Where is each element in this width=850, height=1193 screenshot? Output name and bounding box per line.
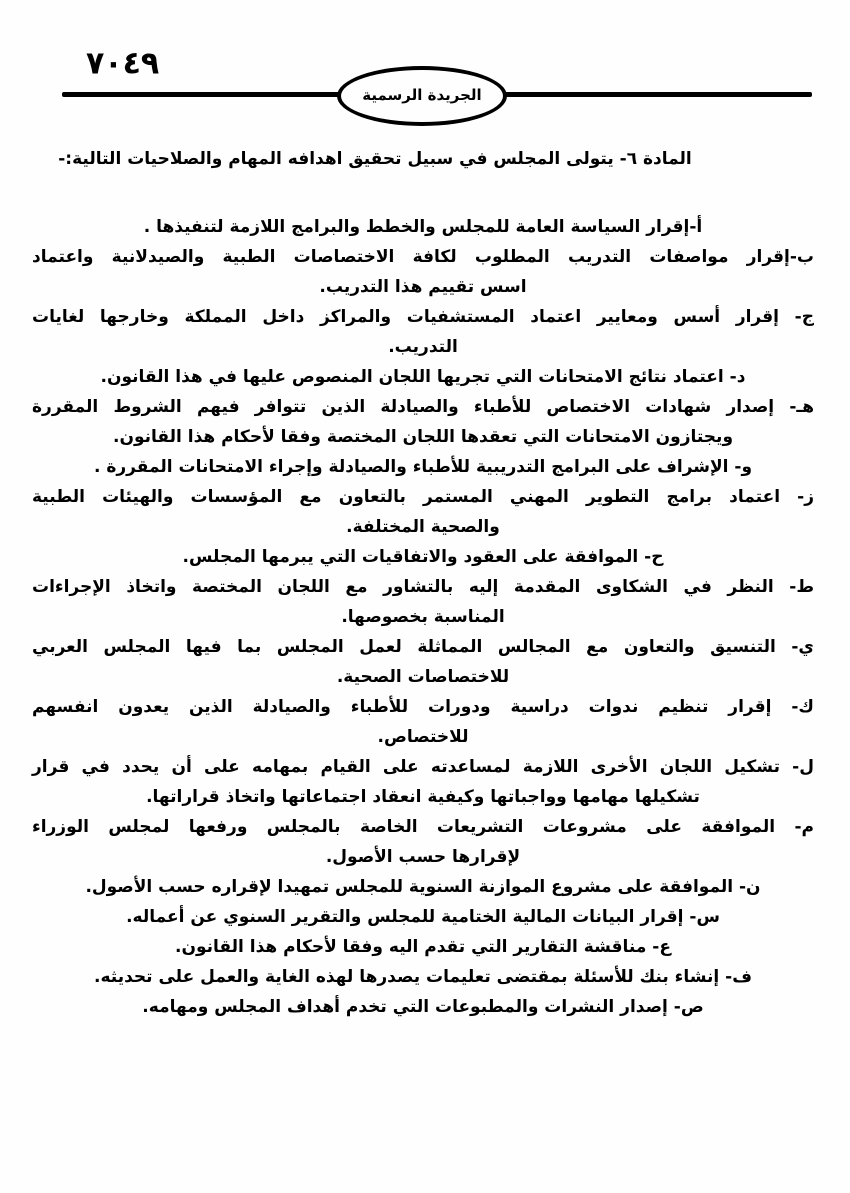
article-item-line: التدريب. [388,337,458,357]
article-item-line: ن- الموافقة على مشروع الموازنة السنوية للمجلس تمهيدا لإقراره حسب الأصول. [85,877,761,897]
page-number: ٧٠٤٩ [86,45,160,82]
article-item-line: ح- الموافقة على العقود والاتفاقيات التي يبرمها المجلس. [182,547,664,567]
article-item-zay [32,482,814,542]
article-item-line: ل- تشكيل اللجان الأخرى اللازمة لمساعدته على القيام بمهامه على أن يحدد في قرار [32,757,814,777]
article-item-lam [32,752,814,812]
article-item-line: و- الإشراف على البرامج التدريبية للأطباء والصيادلة وإجراء الامتحانات المقررة . [93,457,753,477]
article-item-a [32,212,814,242]
article-item-dal [32,362,814,392]
article-item-line: ي- التنسيق والتعاون مع المجالس المماثلة لعمل المجلس بما فيها المجلس العربي [32,637,814,657]
article-item-line: س- إقرار البيانات المالية الختامية للمجلس والتقرير السنوي عن أعماله. [126,907,720,927]
article-item-line: د- اعتماد نتائج الامتحانات التي تجريها اللجان المنصوص عليها في هذا القانون. [100,367,746,387]
article-item-line: ز- اعتماد برامج التطوير المهني المستمر بالتعاون مع المؤسسات والهيئات الطبية [32,487,814,507]
article-item-line: ط- النظر في الشكاوى المقدمة إليه بالتشاور مع اللجان المختصة واتخاذ الإجراءات [32,577,814,597]
article-item-line: ص- إصدار النشرات والمطبوعات التي تخدم أهداف المجلس ومهامه. [142,997,704,1017]
article-item-line: للاختصاص. [377,727,469,747]
article-item-hha [32,542,814,572]
article-item-waw [32,452,814,482]
article-item-kaf [32,692,814,752]
article-item-line: أ-إقرار السياسة العامة للمجلس والخطط والبرامج اللازمة لتنفيذها . [143,217,703,237]
article-item-line: م- الموافقة على مشروعات التشريعات الخاصة بالمجلس ورفعها لمجلس الوزراء [32,817,814,837]
article-item-sad [32,992,814,1022]
gazette-title: الجريدة الرسمية [362,86,482,104]
article-item-line: تشكيلها مهامها وواجباتها وكيفية انعقاد اجتماعاتها واتخاذ قراراتها. [146,787,700,807]
article-item-noon [32,872,814,902]
article-item-jeem [32,302,814,362]
gazette-badge [337,66,507,126]
article-item-line: اسس تقييم هذا التدريب. [319,277,527,297]
article-item-line: المناسبة بخصوصها. [341,607,505,627]
article-item-line: هـ- إصدار شهادات الاختصاص للأطباء والصيادلة الذين تتوافر فيهم الشروط المقررة [32,397,814,417]
article-item-b [32,242,814,302]
article-item-line: ك- إقرار تنظيم ندوات دراسية ودورات للأطباء والصيادلة الذين يعدون انفسهم [32,697,814,717]
article-item-line: ويجتازون الامتحانات التي تعقدها اللجان المختصة وفقا لأحكام هذا القانون. [112,427,734,447]
article-item-seen [32,902,814,932]
article-item-line: ج- إقرار أسس ومعايير اعتماد المستشفيات والمراكز داخل المملكة وخارجها لغايات [32,307,814,327]
article-item-ha [32,392,814,452]
article-heading: المادة ٦- يتولى المجلس في سبيل تحقيق اهدافه المهام والصلاحيات التالية:- [58,149,692,169]
article-item-line: لإقرارها حسب الأصول. [325,847,521,867]
article-item-ain [32,932,814,962]
article-item-line: ف- إنشاء بنك للأسئلة بمقتضى تعليمات يصدرها لهذه الغاية والعمل على تحديثه. [94,967,752,987]
article-item-line: والصحية المختلفة. [346,517,500,537]
article-body [32,144,814,1022]
article-item-line: للاختصاصات الصحية. [336,667,510,687]
article-item-meem [32,812,814,872]
article-item-fa [32,962,814,992]
article-item-line: ب-إقرار مواصفات التدريب المطلوب لكافة الاختصاصات الطبية والصيدلانية واعتماد [32,247,814,267]
article-item-line: ع- مناقشة التقارير التي تقدم اليه وفقا لأحكام هذا القانون. [175,937,671,957]
article-item-tta [32,572,814,632]
article-item-ya [32,632,814,692]
